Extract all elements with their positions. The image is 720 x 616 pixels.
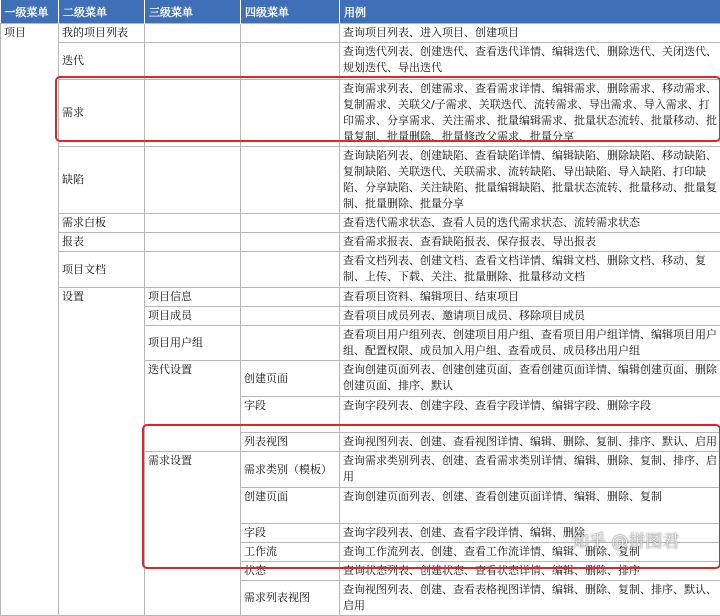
table-row bbox=[1, 288, 720, 307]
cell-level3[interactable]: 迭代设置 bbox=[145, 361, 241, 452]
cell-level4[interactable]: 列表视图 bbox=[241, 433, 340, 452]
cell-level3[interactable]: 项目用户组 bbox=[145, 326, 241, 361]
cell-usage[interactable]: 查询缺陷列表、创建缺陷、查看缺陷详情、编辑缺陷、删除缺陷、移动缺陷、复制缺陷、关联迭代、关联需求、流转缺陷、导出缺陷、导入缺陷、打印缺陷、分享缺陷、关注缺陷、批量编辑缺陷、批量状态流转、批量移动、批量复制、批量删除、批量分享 bbox=[340, 147, 720, 214]
cell-usage[interactable]: 查询需求类别列表、创建、查看需求类别详情、编辑、删除、复制、排序、启用 bbox=[340, 452, 720, 488]
header-level4[interactable]: 四级菜单 bbox=[241, 0, 340, 24]
header-level1[interactable]: 一级菜单 bbox=[1, 0, 59, 24]
cell-level4[interactable] bbox=[241, 24, 340, 43]
cell-usage[interactable]: 查询工作流列表、创建、查看工作流详情、编辑、删除、复制 bbox=[340, 543, 720, 562]
cell-level3[interactable]: 项目信息 bbox=[145, 288, 241, 307]
table-row bbox=[1, 214, 720, 233]
cell-level4[interactable] bbox=[241, 43, 340, 80]
cell-level2[interactable]: 设置 bbox=[59, 288, 145, 616]
cell-usage[interactable]: 查询字段列表、创建、查看字段详情、编辑、删除 bbox=[340, 524, 720, 543]
cell-level1[interactable]: 项目 bbox=[1, 24, 59, 616]
cell-level4[interactable] bbox=[241, 307, 340, 326]
cell-level4[interactable]: 需求类别（模板） bbox=[241, 452, 340, 488]
cell-level4[interactable] bbox=[241, 326, 340, 361]
cell-level4[interactable]: 字段 bbox=[241, 397, 340, 433]
cell-level4[interactable] bbox=[241, 288, 340, 307]
cell-level2[interactable]: 需求 bbox=[59, 80, 145, 147]
cell-usage[interactable]: 查询字段列表、创建字段、查看字段详情、编辑字段、删除字段 bbox=[340, 397, 720, 433]
cell-level2[interactable]: 项目文档 bbox=[59, 252, 145, 288]
header-row bbox=[1, 0, 720, 24]
cell-level3[interactable] bbox=[145, 80, 241, 147]
header-level2[interactable]: 二级菜单 bbox=[59, 0, 145, 24]
table-row bbox=[1, 252, 720, 288]
cell-usage[interactable]: 查询视图列表、创建、查看表格视图详情、编辑、删除、复制、排序、默认、启用 bbox=[340, 581, 720, 616]
cell-level4[interactable]: 需求列表视图 bbox=[241, 581, 340, 616]
header-level3[interactable]: 三级菜单 bbox=[145, 0, 241, 24]
cell-level4[interactable]: 工作流 bbox=[241, 543, 340, 562]
table-row bbox=[1, 43, 720, 80]
cell-level4[interactable] bbox=[241, 147, 340, 214]
cell-level3[interactable] bbox=[145, 147, 241, 214]
cell-usage[interactable]: 查看项目用户组列表、创建项目用户组、查看项目用户组详情、编辑项目用户组、配置权限、成员加入用户组、查看成员、成员移出用户组 bbox=[340, 326, 720, 361]
cell-level4[interactable]: 创建页面 bbox=[241, 488, 340, 524]
cell-level4[interactable] bbox=[241, 233, 340, 252]
cell-usage[interactable]: 查看项目成员列表、邀请项目成员、移除项目成员 bbox=[340, 307, 720, 326]
cell-level4[interactable] bbox=[241, 80, 340, 147]
cell-level3[interactable]: 需求设置 bbox=[145, 452, 241, 616]
cell-usage[interactable]: 查看文档列表、创建文档、查看文档详情、编辑文档、删除文档、移动、复制、上传、下载、关注、批量删除、批量移动文档 bbox=[340, 252, 720, 288]
cell-usage[interactable]: 查询创建页面列表、创建创建页面、查看创建页面详情、编辑创建页面、删除创建页面、排序、默认 bbox=[340, 361, 720, 397]
cell-level2[interactable]: 我的项目列表 bbox=[59, 24, 145, 43]
cell-level3[interactable] bbox=[145, 214, 241, 233]
cell-usage[interactable]: 查看迭代需求状态、查看人员的迭代需求状态、流转需求状态 bbox=[340, 214, 720, 233]
cell-usage[interactable]: 查询状态列表、创建状态、查看状态详情、编辑、删除、排序 bbox=[340, 562, 720, 581]
cell-usage[interactable]: 查询项目列表、进入项目、创建项目 bbox=[340, 24, 720, 43]
cell-level2[interactable]: 缺陷 bbox=[59, 147, 145, 214]
cell-level4[interactable]: 状态 bbox=[241, 562, 340, 581]
cell-level3[interactable] bbox=[145, 24, 241, 43]
cell-level4[interactable]: 创建页面 bbox=[241, 361, 340, 397]
cell-level3[interactable]: 项目成员 bbox=[145, 307, 241, 326]
header-usage[interactable]: 用例 bbox=[340, 0, 720, 24]
cell-level4[interactable] bbox=[241, 214, 340, 233]
cell-usage[interactable]: 查询视图列表、创建、查看视图详情、编辑、删除、复制、排序、默认、启用 bbox=[340, 433, 720, 452]
table-row bbox=[1, 147, 720, 214]
cell-level2[interactable]: 报表 bbox=[59, 233, 145, 252]
table-row bbox=[1, 80, 720, 147]
cell-level4[interactable] bbox=[241, 252, 340, 288]
cell-level4[interactable]: 字段 bbox=[241, 524, 340, 543]
table-row bbox=[1, 24, 720, 43]
cell-usage[interactable]: 查看项目资料、编辑项目、结束项目 bbox=[340, 288, 720, 307]
cell-level3[interactable] bbox=[145, 233, 241, 252]
cell-level3[interactable] bbox=[145, 252, 241, 288]
cell-usage[interactable]: 查询创建页面列表、创建、查看创建页面详情、编辑、删除、复制 bbox=[340, 488, 720, 524]
cell-usage[interactable]: 查看需求报表、查看缺陷报表、保存报表、导出报表 bbox=[340, 233, 720, 252]
cell-level2[interactable]: 需求白板 bbox=[59, 214, 145, 233]
cell-usage[interactable]: 查询需求列表、创建需求、查看需求详情、编辑需求、删除需求、移动需求、复制需求、关联父/子需求、关联迭代、流转需求、导出需求、导入需求、打印需求、分享需求、关注需求、批量编辑需求、批量状态流转、批量移动、批量复制、批量删除、批量修改父需求、批量分享 bbox=[340, 80, 720, 147]
cell-usage[interactable]: 查询迭代列表、创建迭代、查看迭代详情、编辑迭代、删除迭代、关闭迭代、规划迭代、导出迭代 bbox=[340, 43, 720, 80]
watermark: 知乎 @拼图君 bbox=[572, 527, 679, 552]
table-row bbox=[1, 233, 720, 252]
cell-level2[interactable]: 迭代 bbox=[59, 43, 145, 80]
cell-level3[interactable] bbox=[145, 43, 241, 80]
